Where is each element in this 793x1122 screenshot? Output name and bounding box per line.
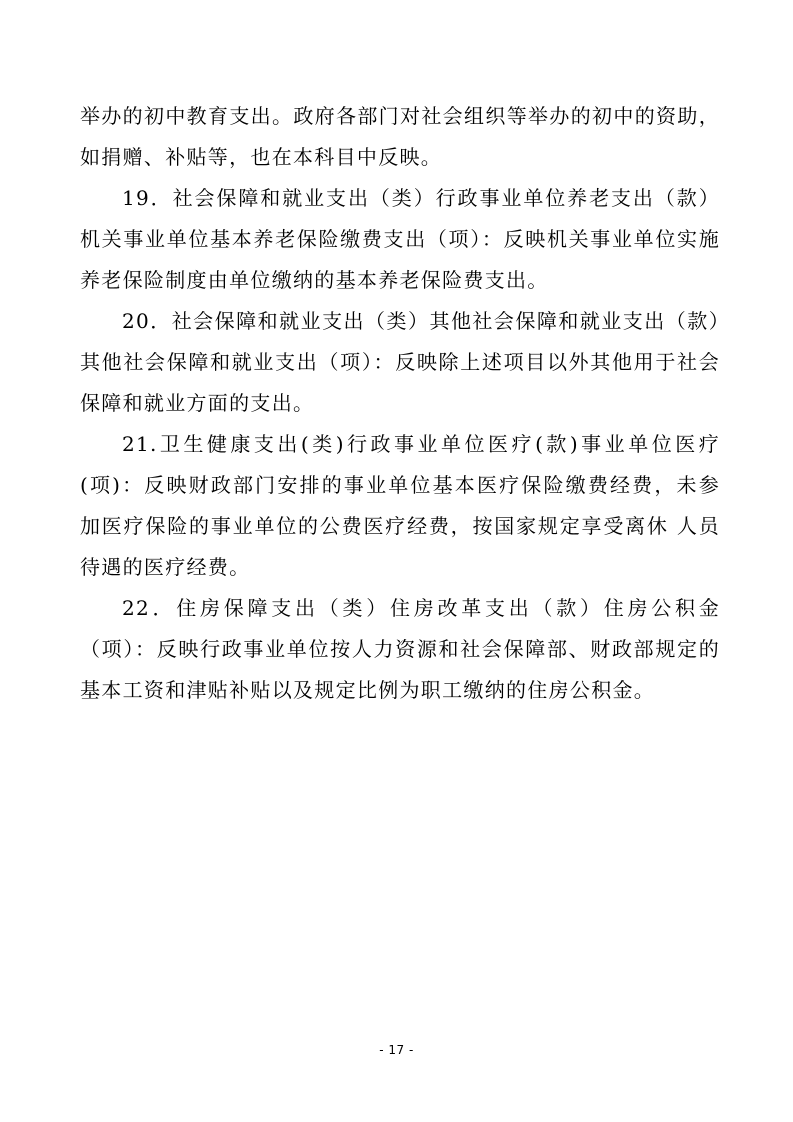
- paragraph-item-21: 21.卫生健康支出(类)行政事业单位医疗(款)事业单位医疗(项)：反映财政部门安排的事业单位基本医疗保险缴费经费，未参 加医疗保险的事业单位的公费医疗经费，按国家规定享受离休 人员待遇的医疗经费。: [80, 432, 720, 579]
- paragraph-item-20: 20．社会保障和就业支出（类）其他社会保障和就业支出（款）其他社会保障和就业支出（项）：反映除上述项目以外其他用于社会保障和就业方面的支出。: [80, 309, 720, 415]
- page-number: - 17 -: [379, 1043, 414, 1057]
- paragraph-item-19: 19．社会保障和就业支出（类）行政事业单位养老支出（款）机关事业单位基本养老保险缴费支出（项）：反映机关事业单位实施养老保险制度由单位缴纳的基本养老保险费支出。: [80, 186, 720, 292]
- paragraph-item-22: 22．住房保障支出（类）住房改革支出（款）住房公积金（项）：反映行政事业单位按人力资源和社会保障部、财政部规定的 基本工资和津贴补贴以及规定比例为职工缴纳的住房公积金。: [80, 596, 720, 702]
- body-text: [80, 96, 720, 711]
- paragraph-continuation: 举办的初中教育支出。政府各部门对社会组织等举办的初中的资助，如捐赠、补贴等，也在本科目中反映。: [80, 104, 720, 169]
